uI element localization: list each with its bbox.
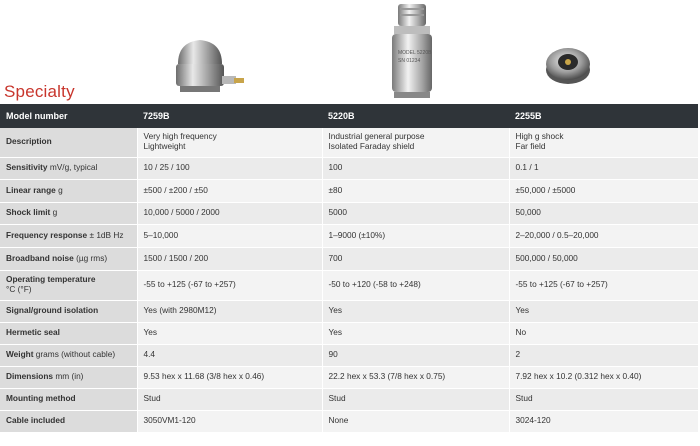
- row-unit: mm (in): [53, 371, 84, 382]
- row-label: [0, 300, 137, 322]
- table-row: [0, 388, 698, 410]
- header-2255b: 2255B: [509, 104, 698, 128]
- table-row: [0, 247, 698, 270]
- cell-value: Very high frequency Lightweight: [137, 128, 322, 157]
- row-label: [0, 270, 137, 300]
- accelerometer-dome-image: [168, 36, 248, 98]
- row-label-text: Mounting method: [6, 393, 76, 404]
- cell-value: 2–20,000 / 0.5–20,000: [509, 224, 698, 247]
- row-label-text: Sensitivity: [6, 162, 48, 173]
- row-label: [0, 322, 137, 344]
- table-row: [0, 366, 698, 388]
- cell-value: -50 to +120 (-58 to +248): [322, 270, 509, 300]
- cell-value: Industrial general purpose Isolated Faraday shield: [322, 128, 509, 157]
- row-unit: g: [50, 207, 58, 218]
- row-label: [0, 179, 137, 202]
- row-unit: °C (°F): [6, 284, 32, 294]
- header-7259b: 7259B: [137, 104, 322, 128]
- cell-value: ±500 / ±200 / ±50: [137, 179, 322, 202]
- table-row: [0, 322, 698, 344]
- table-row: [0, 344, 698, 366]
- cell-value: 3024-120: [509, 410, 698, 432]
- table-row: [0, 410, 698, 432]
- cell-value: 5–10,000: [137, 224, 322, 247]
- row-label-text: Frequency response: [6, 229, 88, 240]
- cell-value: 4.4: [137, 344, 322, 366]
- header-model-number: Model number: [0, 104, 137, 128]
- product-images: [0, 0, 700, 104]
- cell-value: Stud: [137, 388, 322, 410]
- row-label: [0, 344, 137, 366]
- row-unit: grams (without cable): [33, 349, 116, 360]
- cell-value: None: [322, 410, 509, 432]
- row-label-text: Cable included: [6, 415, 66, 426]
- table-header-row: [0, 104, 698, 128]
- cell-value: No: [509, 322, 698, 344]
- cell-value: 0.1 / 1: [509, 157, 698, 179]
- cell-value: 9.53 hex x 11.68 (3/8 hex x 0.46): [137, 366, 322, 388]
- cell-value: 500,000 / 50,000: [509, 247, 698, 270]
- row-label-text: Description: [6, 136, 52, 147]
- table-row: [0, 224, 698, 247]
- row-label: [0, 157, 137, 179]
- cell-value: 700: [322, 247, 509, 270]
- cell-value: 100: [322, 157, 509, 179]
- cell-value: 7.92 hex x 10.2 (0.312 hex x 0.40): [509, 366, 698, 388]
- table-row: [0, 128, 698, 157]
- table-row: [0, 157, 698, 179]
- cell-value: Yes: [137, 322, 322, 344]
- cell-value: 90: [322, 344, 509, 366]
- cell-value: Stud: [322, 388, 509, 410]
- row-unit: (µg rms): [73, 252, 108, 263]
- row-label: [0, 247, 137, 270]
- table-row: [0, 300, 698, 322]
- svg-text:MODEL 5220B: MODEL 5220B: [398, 50, 432, 56]
- cell-value: 5000: [322, 202, 509, 224]
- cell-value: 50,000: [509, 202, 698, 224]
- row-label: [0, 388, 137, 410]
- header-5220b: 5220B: [322, 104, 509, 128]
- cell-value: 10 / 25 / 100: [137, 157, 322, 179]
- cell-value: Yes: [322, 322, 509, 344]
- table-row: [0, 270, 698, 300]
- table-row: [0, 202, 698, 224]
- cell-value: -55 to +125 (-67 to +257): [509, 270, 698, 300]
- svg-text:SN 01234: SN 01234: [398, 58, 421, 64]
- row-label-text: Shock limit: [6, 207, 51, 218]
- table-row: [0, 179, 698, 202]
- row-unit: g: [55, 184, 63, 195]
- row-label-text: Weight: [6, 349, 34, 360]
- cell-value: Yes: [509, 300, 698, 322]
- cell-value: ±50,000 / ±5000: [509, 179, 698, 202]
- accelerometer-compact-image: [540, 40, 600, 88]
- row-label: [0, 202, 137, 224]
- cell-value: Yes: [322, 300, 509, 322]
- section-title: Specialty: [4, 82, 75, 101]
- accelerometer-connector-image: [384, 2, 440, 102]
- row-label-text: Linear range: [6, 184, 56, 195]
- row-label-text: Dimensions: [6, 371, 54, 382]
- cell-value: 10,000 / 5000 / 2000: [137, 202, 322, 224]
- cell-value: -55 to +125 (-67 to +257): [137, 270, 322, 300]
- row-label: [0, 128, 137, 157]
- row-unit: mV/g, typical: [47, 162, 98, 173]
- cell-value: 1500 / 1500 / 200: [137, 247, 322, 270]
- row-label-text: Hermetic seal: [6, 327, 60, 338]
- row-label-text: Broadband noise: [6, 252, 74, 263]
- cell-value: Yes (with 2980M12): [137, 300, 322, 322]
- row-label: [0, 224, 137, 247]
- cell-value: 3050VM1-120: [137, 410, 322, 432]
- spec-table: [0, 104, 698, 433]
- row-label: [0, 366, 137, 388]
- cell-value: 22.2 hex x 53.3 (7/8 hex x 0.75): [322, 366, 509, 388]
- cell-value: 1–9000 (±10%): [322, 224, 509, 247]
- cell-value: Stud: [509, 388, 698, 410]
- row-label-text: Operating temperature: [6, 274, 96, 285]
- cell-value: ±80: [322, 179, 509, 202]
- row-label: [0, 410, 137, 432]
- row-label-text: Signal/ground isolation: [6, 305, 99, 316]
- row-unit: ± 1dB Hz: [87, 229, 124, 240]
- cell-value: High g shock Far field: [509, 128, 698, 157]
- cell-value: 2: [509, 344, 698, 366]
